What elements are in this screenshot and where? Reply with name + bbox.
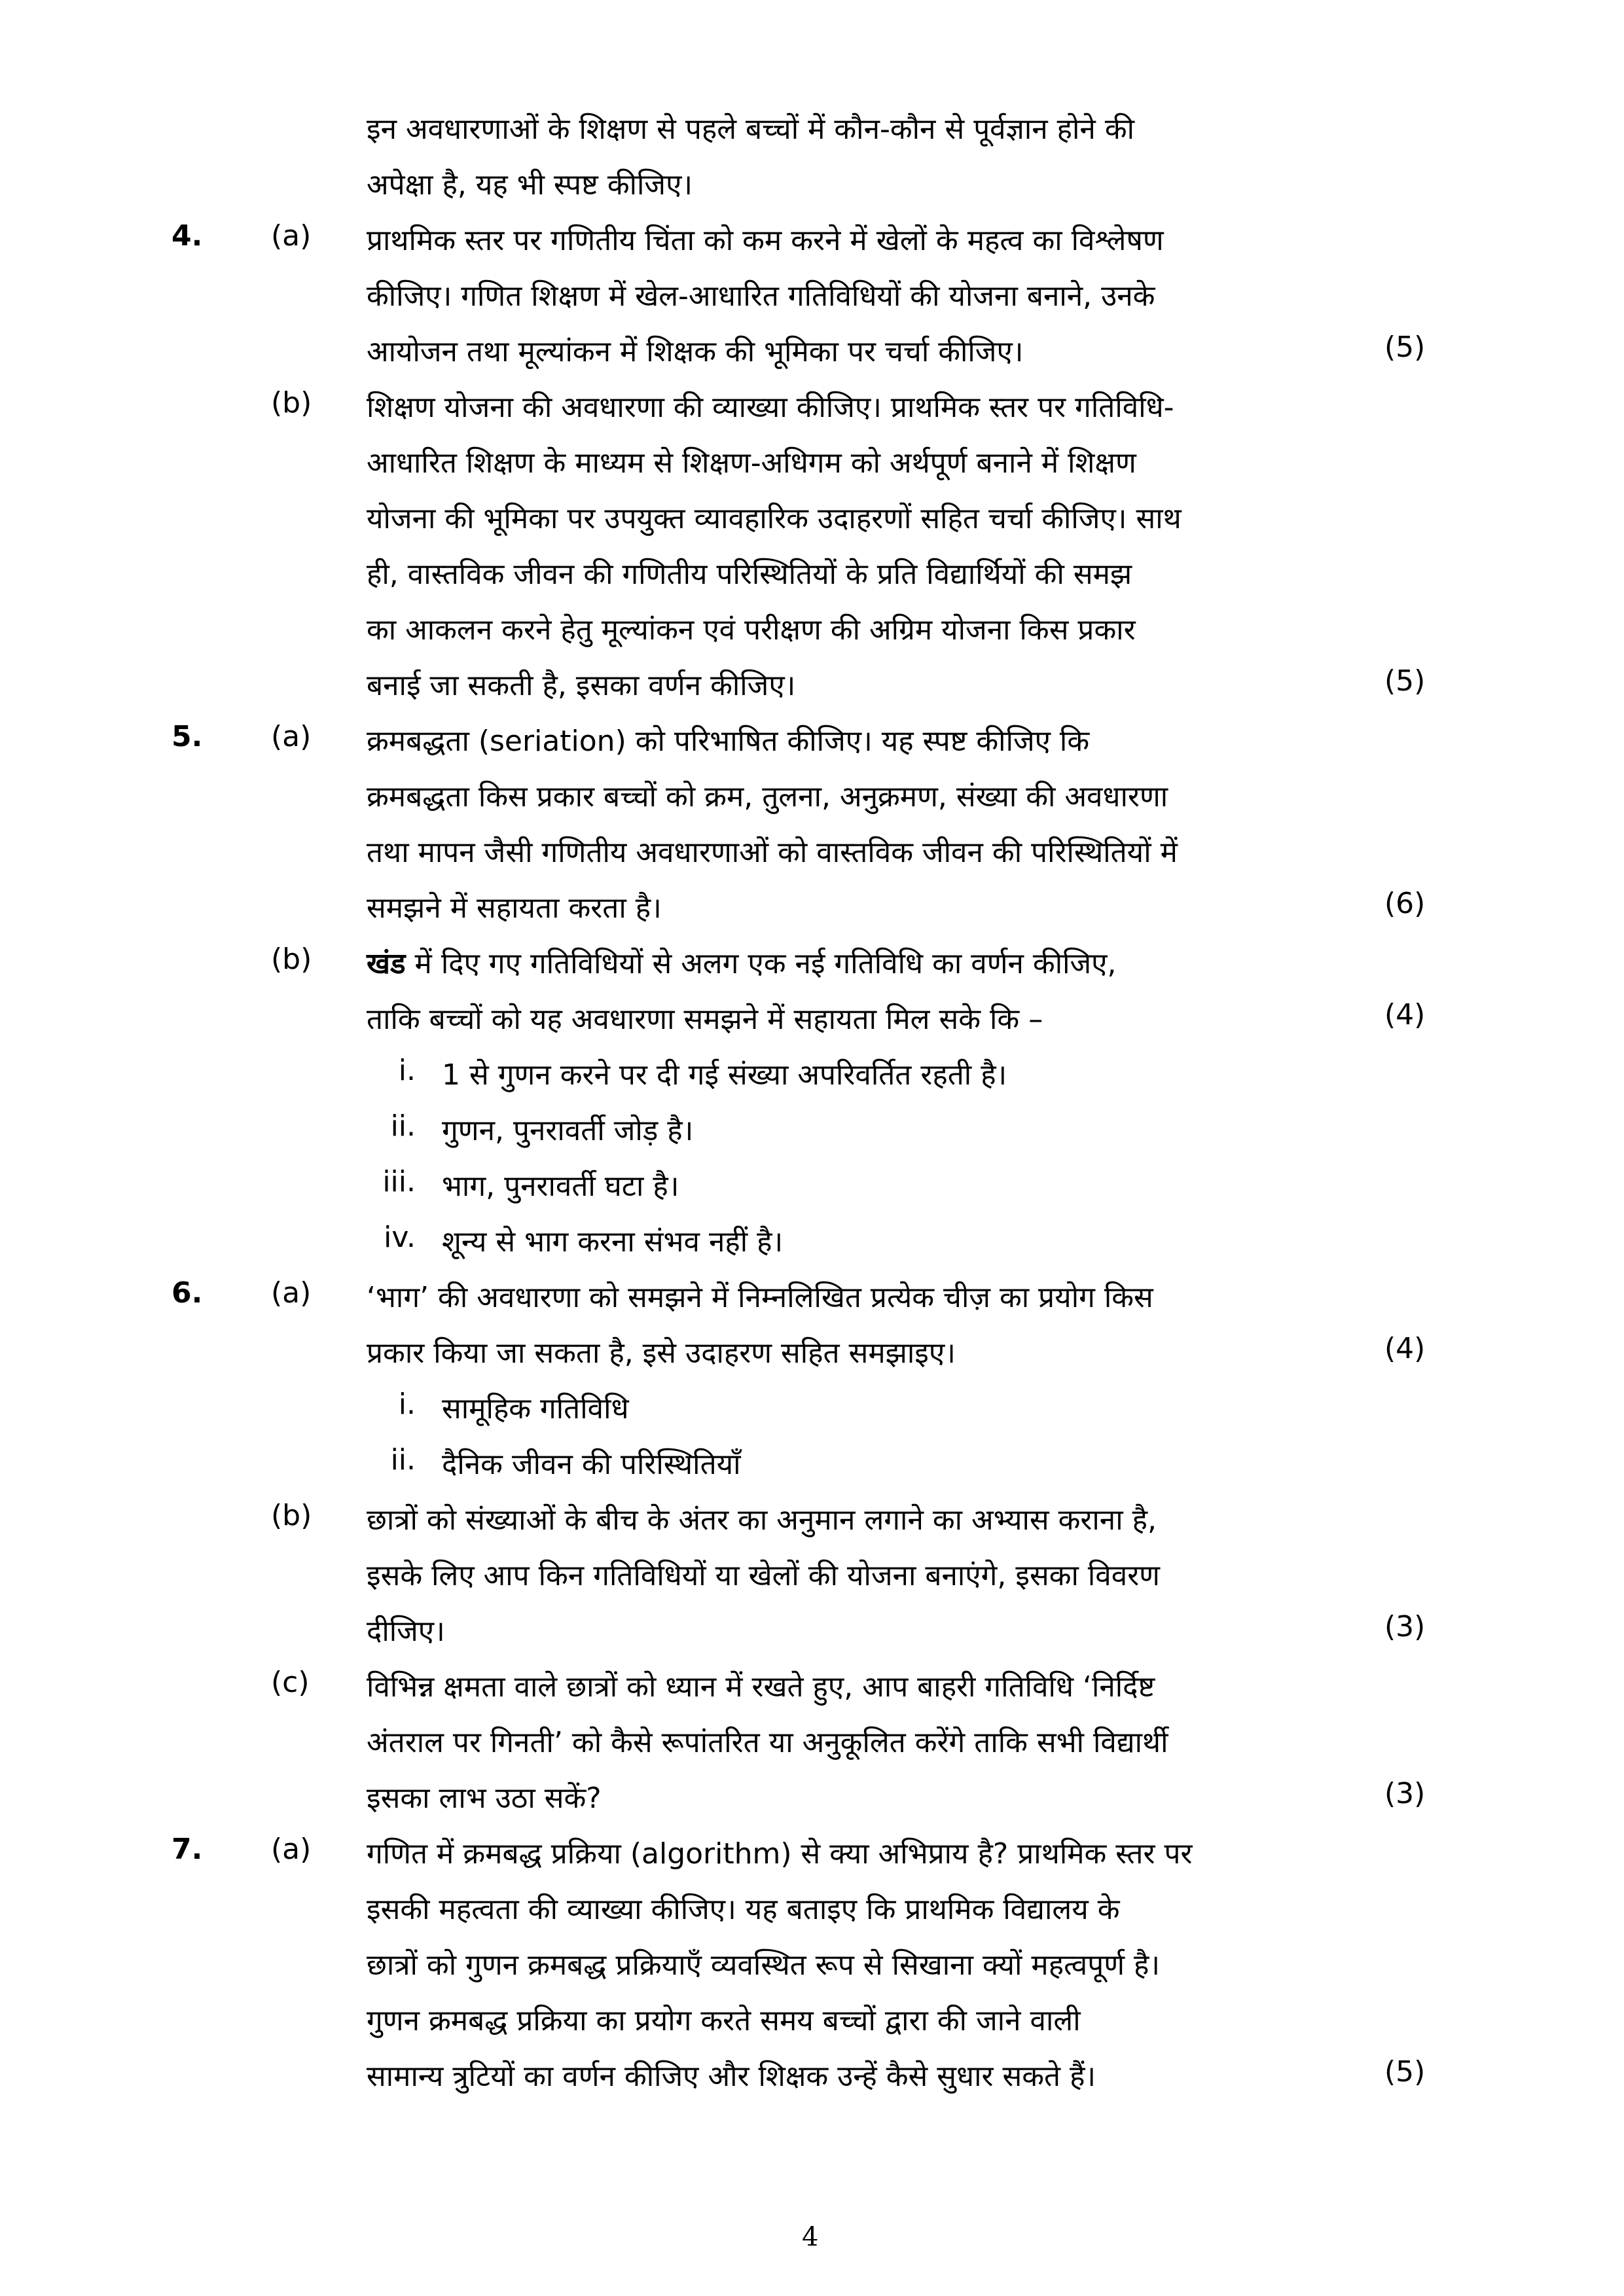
q6a-item-roman: i. xyxy=(398,1388,416,1421)
q5b-marks: (4) xyxy=(1384,998,1426,1031)
q5-part-b-label: (b) xyxy=(271,942,312,976)
q5b-item-text: गुणन, पुनरावर्ती जोड़ है। xyxy=(442,1114,694,1147)
q4b-line: ही, वास्तविक जीवन की गणितीय परिस्थितियों के प्रति विद्यार्थियों की समझ xyxy=(367,558,1132,591)
q5b-bold-word: खंड xyxy=(367,947,406,980)
question-6-number: 6. xyxy=(171,1276,203,1310)
q6b-line: दीजिए। xyxy=(367,1615,445,1648)
q6b-line: इसके लिए आप किन गतिविधियों या खेलों की योजना बनाएंगे, इसका विवरण xyxy=(367,1559,1160,1592)
q7a-line: इसकी महत्वता की व्याख्या कीजिए। यह बताइए कि प्राथमिक विद्यालय के xyxy=(367,1893,1120,1926)
q4a-line: कीजिए। गणित शिक्षण में खेल-आधारित गतिविधियों की योजना बनाने, उनके xyxy=(367,279,1155,313)
q6-part-a-label: (a) xyxy=(271,1276,312,1310)
q5a-marks: (6) xyxy=(1384,887,1426,920)
q6a-line: ‘भाग’ की अवधारणा को समझने में निम्नलिखित प्रत्येक चीज़ का प्रयोग किस xyxy=(367,1281,1153,1314)
q4b-line: आधारित शिक्षण के माध्यम से शिक्षण-अधिगम को अर्थपूर्ण बनाने में शिक्षण xyxy=(367,446,1136,480)
page-number: 4 xyxy=(802,2222,819,2252)
q6a-item-text: सामूहिक गतिविधि xyxy=(442,1392,629,1426)
q6b-line: छात्रों को संख्याओं के बीच के अंतर का अनुमान लगाने का अभ्यास कराना है, xyxy=(367,1503,1157,1537)
q6c-marks: (3) xyxy=(1384,1777,1426,1810)
q4a-line: आयोजन तथा मूल्यांकन में शिक्षक की भूमिका पर चर्चा कीजिए। xyxy=(367,335,1024,368)
q4a-line: प्राथमिक स्तर पर गणितीय चिंता को कम करने में खेलों के महत्व का विश्लेषण xyxy=(367,224,1164,257)
q5b-item-text: भाग, पुनरावर्ती घटा है। xyxy=(442,1170,679,1203)
q4b-marks: (5) xyxy=(1384,664,1426,698)
q5b-item-roman: iv. xyxy=(384,1221,416,1254)
q7a-marks: (5) xyxy=(1384,2055,1426,2089)
q5b-item-text: 1 से गुणन करने पर दी गई संख्या अपरिवर्तित रहती है। xyxy=(442,1058,1007,1092)
q4b-line: शिक्षण योजना की अवधारणा की व्याख्या कीजिए। प्राथमिक स्तर पर गतिविधि- xyxy=(367,391,1174,424)
q4-part-b-label: (b) xyxy=(271,386,312,420)
q4b-line: योजना की भूमिका पर उपयुक्त व्यावहारिक उदाहरणों सहित चर्चा कीजिए। साथ xyxy=(367,502,1182,535)
q6a-marks: (4) xyxy=(1384,1332,1426,1365)
q5b-line-2: ताकि बच्चों को यह अवधारणा समझने में सहायता मिल सके कि – xyxy=(367,1003,1043,1036)
intro-line-1: इन अवधारणाओं के शिक्षण से पहले बच्चों में कौन-कौन से पूर्वज्ञान होने की xyxy=(367,113,1135,146)
q4b-line: बनाई जा सकती है, इसका वर्णन कीजिए। xyxy=(367,669,796,702)
question-5-number: 5. xyxy=(171,720,203,753)
q6-part-b-label: (b) xyxy=(271,1499,312,1532)
q4b-line: का आकलन करने हेतु मूल्यांकन एवं परीक्षण की अग्रिम योजना किस प्रकार xyxy=(367,613,1136,647)
q5b-line-1-rest: में दिए गए गतिविधियों से अलग एक नई गतिविधि का वर्णन कीजिए, xyxy=(405,947,1117,980)
q7a-line: गणित में क्रमबद्ध प्रक्रिया (algorithm) से क्या अभिप्राय है? प्राथमिक स्तर पर xyxy=(367,1837,1193,1871)
q7a-line: गुणन क्रमबद्ध प्रक्रिया का प्रयोग करते समय बच्चों द्वारा की जाने वाली xyxy=(367,2004,1081,2037)
q6a-item-text: दैनिक जीवन की परिस्थितियाँ xyxy=(442,1448,741,1481)
q5a-line: समझने में सहायता करता है। xyxy=(367,891,662,925)
q5a-line: क्रमबद्धता किस प्रकार बच्चों को क्रम, तुलना, अनुक्रमण, संख्या की अवधारणा xyxy=(367,780,1168,814)
q6c-line: इसका लाभ उठा सकें? xyxy=(367,1782,602,1815)
q6-part-c-label: (c) xyxy=(271,1666,310,1699)
q6c-line: अंतराल पर गिनती’ को कैसे रूपांतरित या अनुकूलित करेंगे ताकि सभी विद्यार्थी xyxy=(367,1726,1168,1759)
q5-part-a-label: (a) xyxy=(271,720,312,753)
q5b-item-roman: i. xyxy=(398,1054,416,1087)
q6c-line: विभिन्न क्षमता वाले छात्रों को ध्यान में रखते हुए, आप बाहरी गतिविधि ‘निर्दिष्ट xyxy=(367,1670,1155,1704)
question-7-number: 7. xyxy=(171,1833,203,1866)
q6a-item-roman: ii. xyxy=(390,1443,416,1477)
q5b-item-roman: iii. xyxy=(382,1165,416,1198)
q4a-marks: (5) xyxy=(1384,331,1426,364)
intro-line-2: अपेक्षा है, यह भी स्पष्ट कीजिए। xyxy=(367,168,693,202)
q5b-item-roman: ii. xyxy=(390,1109,416,1143)
q5a-line: क्रमबद्धता (seriation) को परिभाषित कीजिए। यह स्पष्ट कीजिए कि xyxy=(367,725,1090,758)
q7a-line: छात्रों को गुणन क्रमबद्ध प्रक्रियाएँ व्यवस्थित रूप से सिखाना क्यों महत्वपूर्ण है। xyxy=(367,1948,1161,1982)
q5b-item-text: शून्य से भाग करना संभव नहीं है। xyxy=(442,1225,784,1259)
q6b-marks: (3) xyxy=(1384,1610,1426,1643)
q7a-line: सामान्य त्रुटियों का वर्णन कीजिए और शिक्षक उन्हें कैसे सुधार सकते हैं। xyxy=(367,2060,1096,2093)
q5a-line: तथा मापन जैसी गणितीय अवधारणाओं को वास्तविक जीवन की परिस्थितियों में xyxy=(367,836,1178,869)
q4-part-a-label: (a) xyxy=(271,219,312,253)
q5b-line-1 xyxy=(367,942,1116,982)
q7-part-a-label: (a) xyxy=(271,1833,312,1866)
question-4-number: 4. xyxy=(171,219,203,253)
q6a-line: प्रकार किया जा सकता है, इसे उदाहरण सहित समझाइए। xyxy=(367,1336,956,1370)
